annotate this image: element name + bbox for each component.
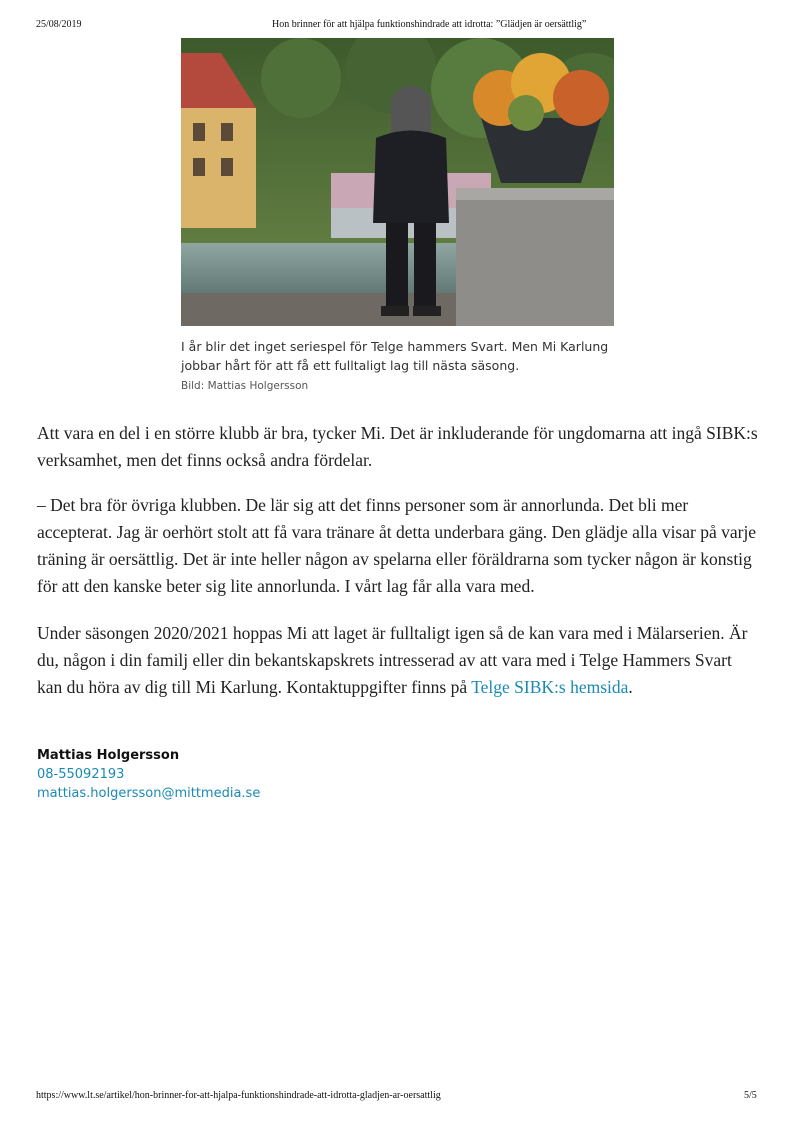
photo-credit: Bild: Mattias Holgersson — [181, 380, 309, 392]
article-paragraph-2: – Det bra för övriga klubben. De lär sig att det finns personer som är annorlunda. Det bli mer accepterat. Jag är oerhört stolt att få vara tränare åt detta underbara gäng. Den glädje alla visar på varje träning är oersättlig. Det är inte heller någon av spelarna eller föräldrarna som tycker någon är konstig för att den kanske beter sig lite annorlunda. I vårt lag får alla vara med. — [37, 495, 757, 596]
photo-caption: I år blir det inget seriespel för Telge hammers Svart. Men Mi Karlung jobbar hårt för att få ett fulltaligt lag till nästa säsong. — [181, 339, 609, 373]
article-paragraph-3 — [37, 620, 761, 701]
author-email-link[interactable]: mattias.holgersson@mittmedia.se — [37, 786, 261, 801]
article-photo — [181, 38, 614, 326]
paragraph-3-end: . — [628, 677, 633, 697]
article-paragraph-1: Att vara en del i en större klubb är bra, tycker Mi. Det är inkluderande för ungdomarna att ingå SIBK:s verksamhet, men det finns också andra fördelar. — [37, 423, 758, 470]
print-page-number: 5/5 — [744, 1090, 757, 1101]
print-date: 25/08/2019 — [36, 19, 82, 30]
paragraph-3-text: Under säsongen 2020/2021 hoppas Mi att laget är fulltaligt igen så de kan vara med i Mälarserien. Är du, någon i din familj eller din bekantskapskrets intresserad av att vara med i Telge Hammers Svart kan du höra av dig till Mi Karlung. Kontaktuppgifter finns på — [37, 623, 748, 697]
author-name: Mattias Holgersson — [37, 748, 180, 763]
print-footer-url: https://www.lt.se/artikel/hon-brinner-for-att-hjalpa-funktionshindrade-att-idrotta-gladjen-ar-oersattlig — [36, 1090, 441, 1101]
telge-sibk-website-link[interactable]: Telge SIBK:s hemsida — [471, 677, 629, 697]
author-phone-link[interactable]: 08-55092193 — [37, 767, 125, 782]
author-info — [37, 746, 260, 803]
print-page-title: Hon brinner för att hjälpa funktionshindrade att idrotta: ”Glädjen är oersättlig” — [272, 19, 587, 30]
